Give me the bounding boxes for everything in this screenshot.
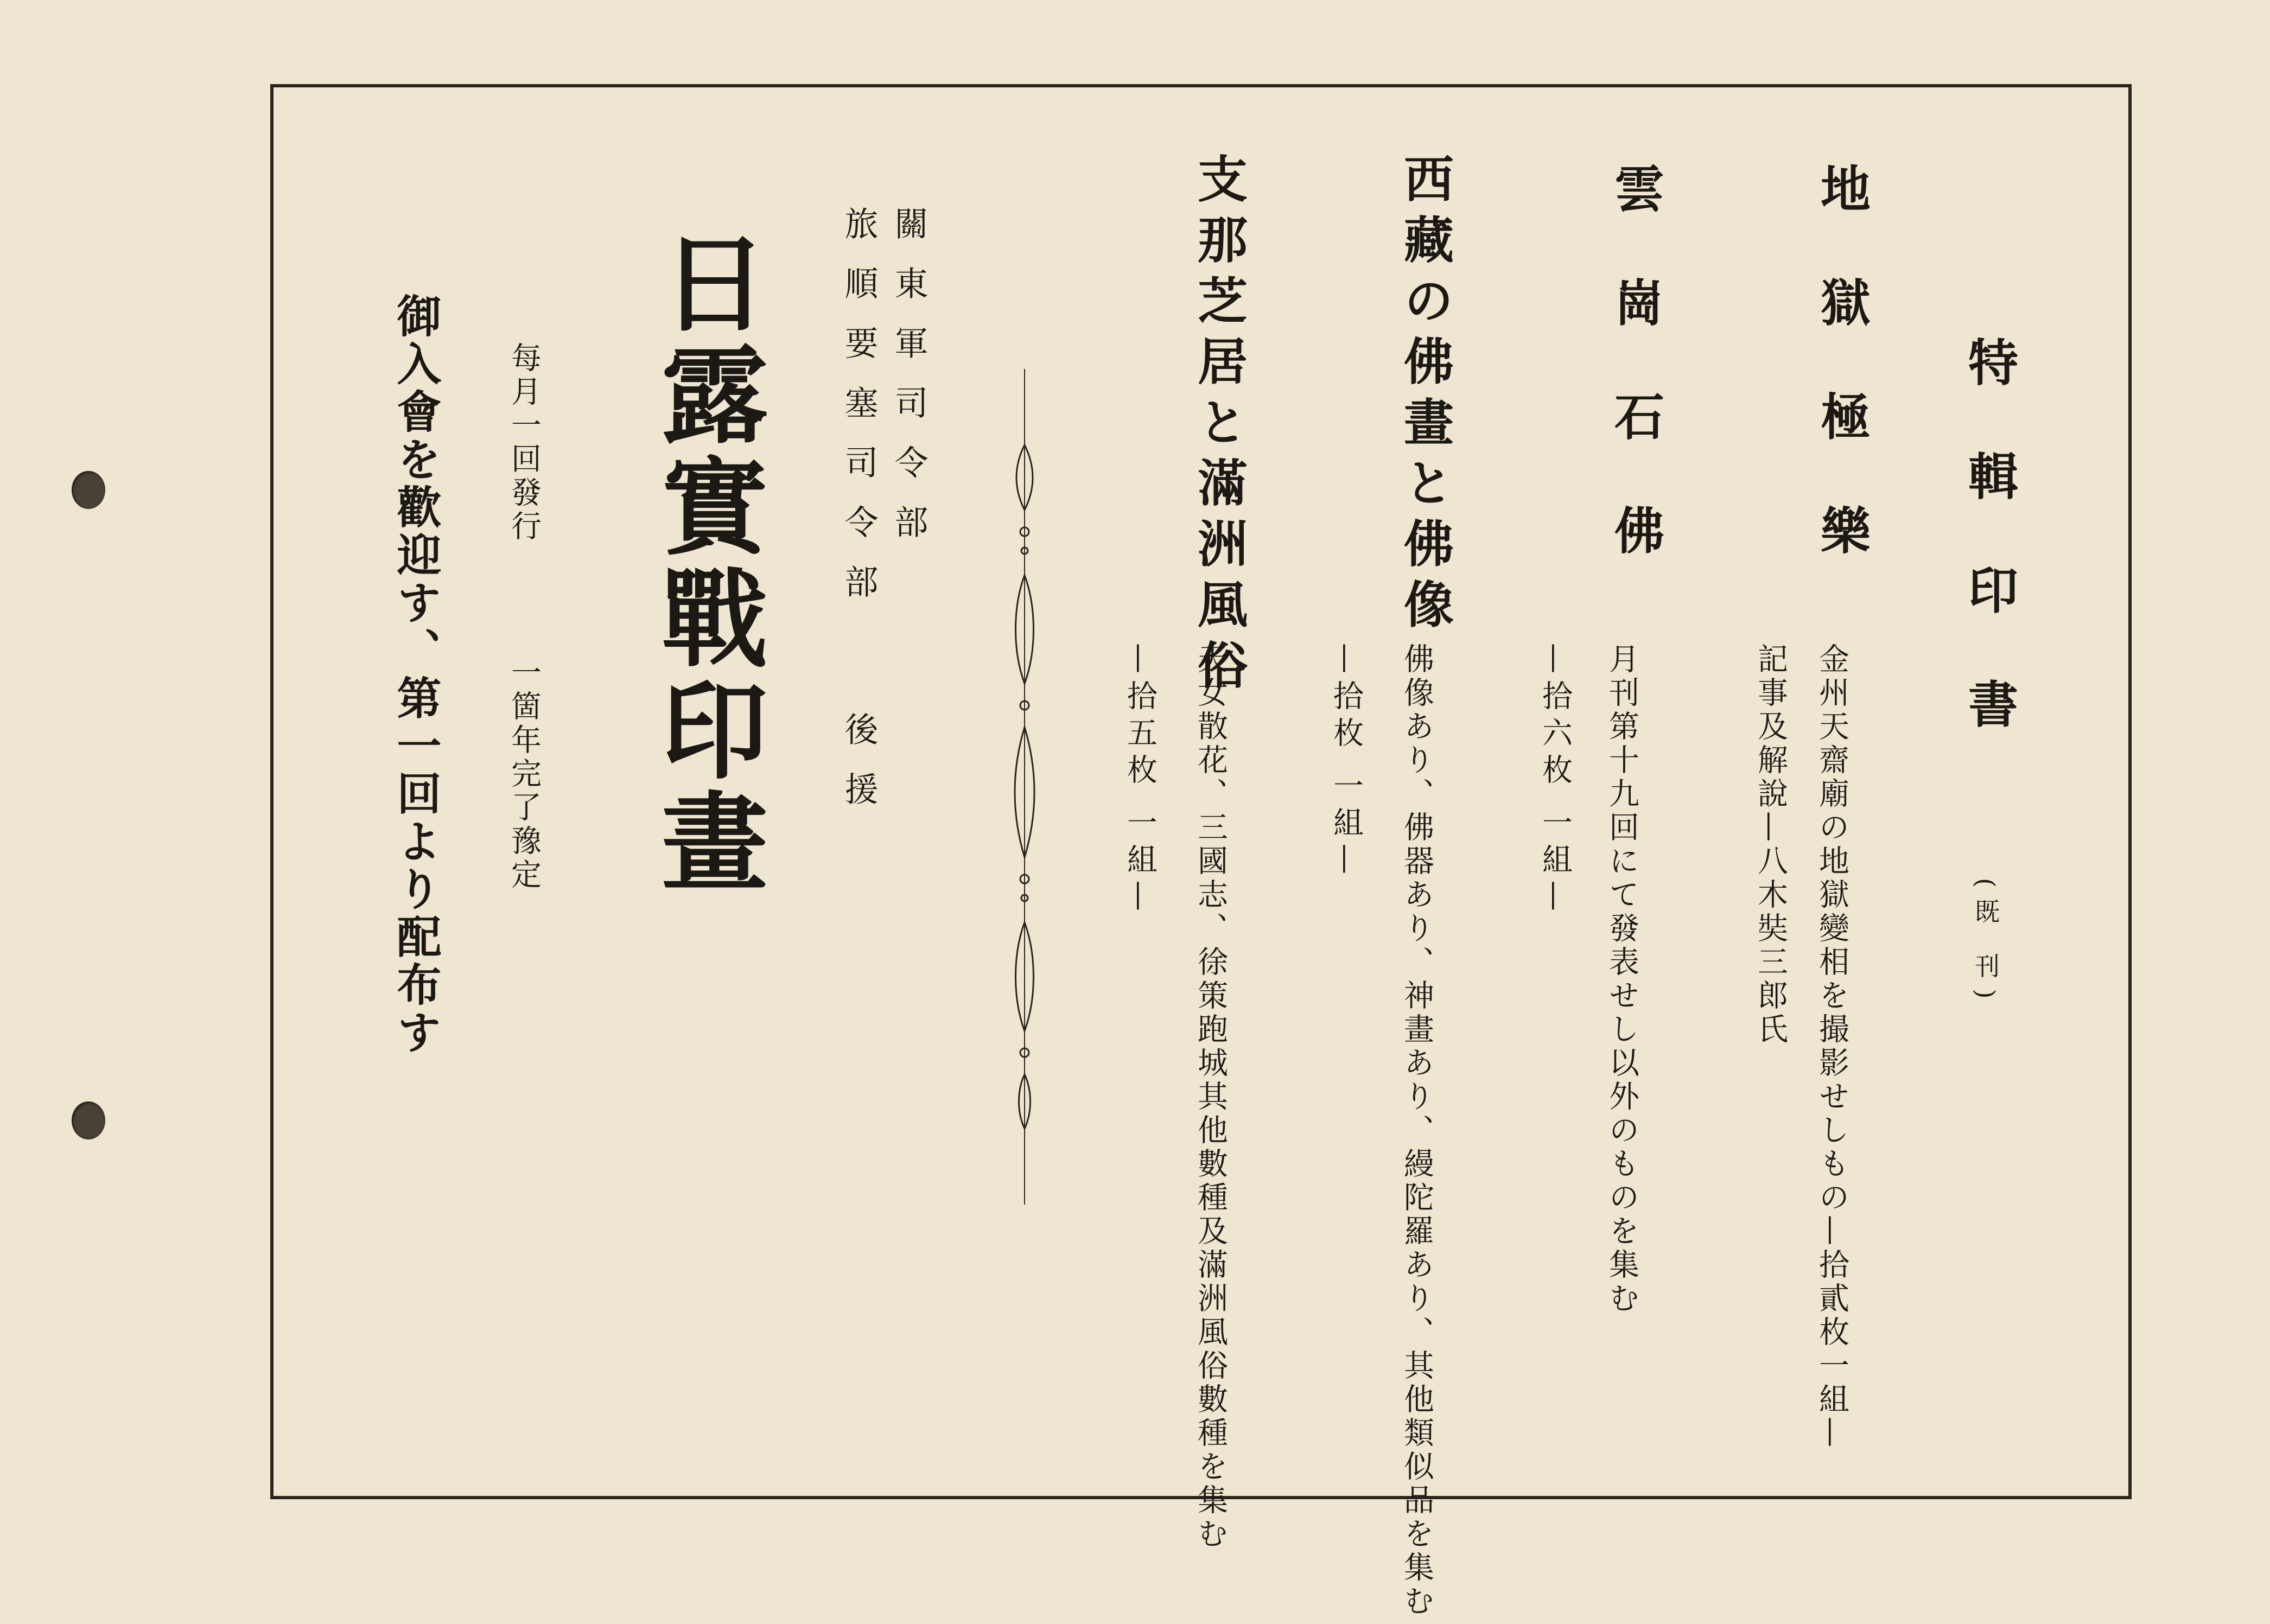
item-1-note: 記事及解說—八木奘三郎氏 (1753, 643, 1788, 1047)
main-duration: 一箇年完了豫定 (506, 657, 542, 892)
item-4-title: 支那芝居と滿洲風俗 (1190, 153, 1248, 700)
main-title: 日露實戰印畫 (644, 228, 768, 899)
item-2-title: 雲崗石佛 (1606, 163, 1665, 619)
special-status: (既 刊) (1971, 878, 2000, 1010)
binding-hole-top (72, 471, 105, 509)
sponsor-support: 後援 (839, 712, 879, 831)
item-2-description: 月刊第十九回にて發表せし以外のものを集む (1604, 643, 1639, 1316)
item-4-description: 天女散花、三國志、徐策跑城其他數種及滿洲風俗數種を集む (1193, 643, 1228, 1551)
item-3-title: 西藏の佛畫と佛像 (1396, 153, 1454, 639)
sponsor-line-2: 旅順要塞司令部 (839, 206, 879, 624)
item-2-price: —拾六枚 一組— (1537, 643, 1573, 918)
item-1-description: 金州天齋廟の地獄變相を撮影せしもの—拾貳枚一組— (1814, 643, 1849, 1450)
item-3-price: —拾枚 一組— (1328, 643, 1364, 881)
item-1-title: 地獄極樂 (1813, 163, 1871, 619)
main-slogan: 御入會を歡迎す、第一回より配布す (390, 293, 442, 1057)
item-3-description: 佛像あり、佛器あり、神畫あり、縵陀羅あり、其他類似品を集む (1399, 643, 1434, 1619)
binding-hole-bottom (72, 1101, 105, 1139)
sponsor-line-1: 關東軍司令部 (889, 206, 929, 564)
ornament-flourish (1010, 434, 1039, 1139)
item-4-price: —拾五枚 一組— (1122, 643, 1158, 918)
special-title: 特輯印書 (1960, 336, 2019, 792)
main-frequency: 每月一回發行 (506, 342, 542, 544)
